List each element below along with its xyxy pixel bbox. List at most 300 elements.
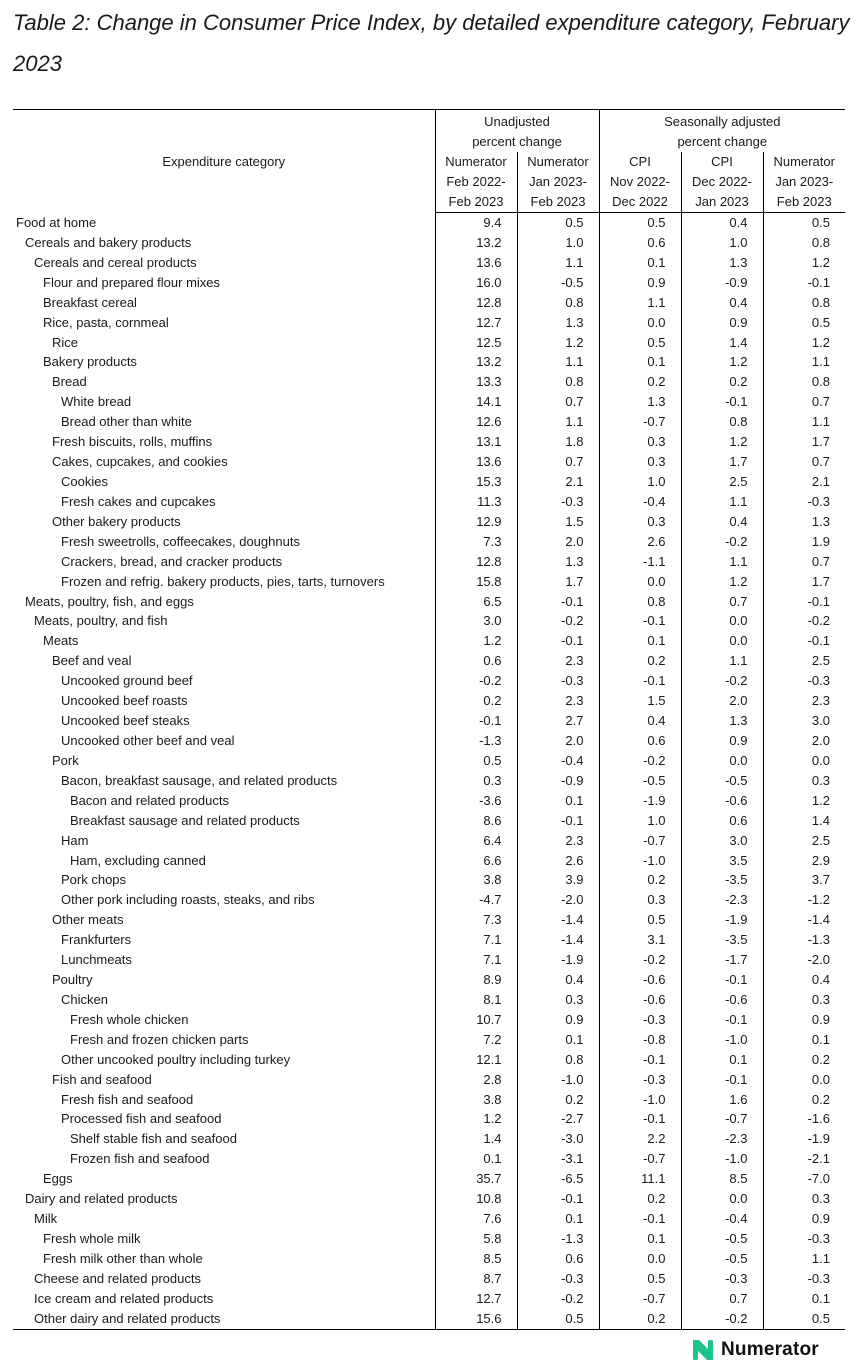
value-cell: 7.2 [435, 1030, 517, 1050]
category-label: Other pork including roasts, steaks, and ribs [61, 892, 315, 908]
value-cell: -0.3 [599, 1070, 681, 1090]
value-cell: 0.0 [599, 313, 681, 333]
table-row [13, 811, 845, 831]
value-cell: -1.2 [763, 890, 845, 910]
value-cell: 0.5 [599, 910, 681, 930]
category-label: Ham [61, 832, 89, 848]
value-cell: 1.0 [681, 233, 763, 253]
category-label: Cakes, cupcakes, and cookies [52, 454, 228, 470]
value-cell: 8.5 [435, 1249, 517, 1269]
value-cell: 0.5 [517, 1309, 599, 1329]
value-cell: 0.4 [763, 970, 845, 990]
value-cell: 0.8 [599, 592, 681, 612]
value-cell: -0.1 [599, 611, 681, 631]
category-label: Fresh milk other than whole [43, 1250, 203, 1266]
value-cell: -0.1 [599, 671, 681, 691]
value-cell: 0.2 [681, 372, 763, 392]
numerator-n-icon [692, 1339, 714, 1361]
value-cell: -7.0 [763, 1169, 845, 1189]
value-cell: 2.6 [599, 532, 681, 552]
period-end: Jan 2023 [695, 194, 749, 209]
table-row [13, 970, 845, 990]
value-cell: -0.5 [599, 771, 681, 791]
category-label: Food at home [16, 214, 97, 230]
category-label: Meats [43, 633, 79, 649]
value-cell: 0.6 [599, 233, 681, 253]
value-cell: 8.9 [435, 970, 517, 990]
table-row [13, 1050, 845, 1070]
value-cell: -4.7 [435, 890, 517, 910]
value-cell: -3.1 [517, 1149, 599, 1169]
value-cell: 0.8 [517, 372, 599, 392]
category-label: Breakfast cereal [43, 294, 137, 310]
value-cell: 1.0 [599, 811, 681, 831]
value-cell: 3.9 [517, 870, 599, 890]
value-cell: 9.4 [435, 213, 517, 233]
category-label: Poultry [52, 972, 93, 988]
value-cell: 1.2 [763, 253, 845, 273]
header-col-period [681, 172, 763, 213]
value-cell: 0.1 [517, 1209, 599, 1229]
value-cell: 1.7 [763, 572, 845, 592]
logo-text: Numerator [721, 1339, 819, 1360]
value-cell: 1.2 [681, 432, 763, 452]
table-row [13, 392, 845, 412]
header-col-label: CPI [681, 152, 763, 172]
category-label: Bakery products [43, 354, 137, 370]
category-label: Other bakery products [52, 513, 181, 529]
table-row [13, 1070, 845, 1090]
value-cell: -0.2 [681, 532, 763, 552]
value-cell: 0.0 [681, 631, 763, 651]
category-label: Other meats [52, 912, 124, 928]
value-cell: 0.6 [599, 731, 681, 751]
value-cell: 0.3 [599, 432, 681, 452]
value-cell: 7.1 [435, 950, 517, 970]
value-cell: -0.4 [599, 492, 681, 512]
category-label: Bread other than white [61, 414, 192, 430]
category-label: Milk [34, 1211, 58, 1227]
value-cell: 13.6 [435, 452, 517, 472]
category-label: Fresh whole milk [43, 1231, 141, 1247]
value-cell: -0.7 [599, 1149, 681, 1169]
value-cell: 12.9 [435, 512, 517, 532]
value-cell: -1.7 [681, 950, 763, 970]
period-start: Jan 2023- [775, 174, 834, 189]
value-cell: 3.0 [763, 711, 845, 731]
value-cell: -0.5 [517, 273, 599, 293]
value-cell: -1.0 [599, 1090, 681, 1110]
table-row [13, 532, 845, 552]
value-cell: 0.9 [681, 313, 763, 333]
value-cell: -1.3 [763, 930, 845, 950]
value-cell: 0.6 [681, 811, 763, 831]
table-row [13, 691, 845, 711]
table-row [13, 631, 845, 651]
value-cell: 0.6 [517, 1249, 599, 1269]
category-label: Rice [52, 334, 79, 350]
value-cell: 7.3 [435, 910, 517, 930]
value-cell: 0.3 [435, 771, 517, 791]
value-cell: -0.1 [517, 811, 599, 831]
table-row [13, 1169, 845, 1189]
value-cell: -0.1 [599, 1209, 681, 1229]
value-cell: 1.1 [517, 253, 599, 273]
value-cell: -0.3 [763, 492, 845, 512]
category-label: Ice cream and related products [34, 1290, 214, 1306]
value-cell: 0.7 [763, 452, 845, 472]
value-cell: -0.4 [681, 1209, 763, 1229]
value-cell: 8.5 [681, 1169, 763, 1189]
value-cell: -1.0 [681, 1149, 763, 1169]
table-row [13, 910, 845, 930]
value-cell: 0.4 [681, 293, 763, 313]
value-cell: 0.3 [599, 512, 681, 532]
value-cell: -1.9 [517, 950, 599, 970]
value-cell: -0.2 [517, 1289, 599, 1309]
value-cell: -2.0 [517, 890, 599, 910]
category-label: Cereals and cereal products [34, 254, 197, 270]
value-cell: 2.2 [599, 1129, 681, 1149]
table-row [13, 831, 845, 851]
value-cell: 0.5 [763, 313, 845, 333]
category-label: Meats, poultry, fish, and eggs [25, 593, 194, 609]
value-cell: 2.1 [517, 472, 599, 492]
value-cell: 0.5 [599, 1269, 681, 1289]
value-cell: -0.2 [599, 950, 681, 970]
category-label: Cookies [61, 473, 108, 489]
value-cell: 0.8 [681, 412, 763, 432]
table-row [13, 1309, 845, 1329]
header-group-line: percent change [472, 134, 562, 149]
value-cell: 15.8 [435, 572, 517, 592]
value-cell: 2.0 [681, 691, 763, 711]
value-cell: 3.8 [435, 870, 517, 890]
table-row [13, 890, 845, 910]
value-cell: 0.3 [763, 771, 845, 791]
value-cell: 3.1 [599, 930, 681, 950]
category-label: Cheese and related products [34, 1270, 201, 1286]
value-cell: 1.3 [517, 313, 599, 333]
table-header [13, 110, 845, 213]
value-cell: 2.6 [517, 851, 599, 871]
value-cell: 0.9 [681, 731, 763, 751]
category-label: Pork chops [61, 872, 127, 888]
value-cell: 0.5 [517, 213, 599, 233]
value-cell: 1.9 [763, 532, 845, 552]
value-cell: 1.1 [681, 552, 763, 572]
value-cell: -0.2 [763, 611, 845, 631]
value-cell: 2.1 [763, 472, 845, 492]
value-cell: 0.1 [599, 1229, 681, 1249]
value-cell: 0.4 [599, 711, 681, 731]
value-cell: -0.3 [763, 1269, 845, 1289]
value-cell: -2.3 [681, 1129, 763, 1149]
category-label: Shelf stable fish and seafood [70, 1131, 237, 1147]
table-row [13, 611, 845, 631]
value-cell: -0.3 [681, 1269, 763, 1289]
value-cell: 1.2 [681, 352, 763, 372]
value-cell: 0.3 [763, 1189, 845, 1209]
table-row [13, 552, 845, 572]
value-cell: -2.0 [763, 950, 845, 970]
header-category: Expenditure category [13, 110, 435, 213]
value-cell: -0.1 [681, 1070, 763, 1090]
value-cell: 0.0 [681, 751, 763, 771]
category-label: Fresh and frozen chicken parts [70, 1031, 249, 1047]
period-end: Feb 2023 [530, 194, 586, 209]
header-group-line: Seasonally adjusted [664, 114, 781, 129]
value-cell: 13.2 [435, 352, 517, 372]
table-row [13, 1129, 845, 1149]
period-end: Dec 2022 [612, 194, 668, 209]
category-label: Fish and seafood [52, 1071, 152, 1087]
table-row [13, 1249, 845, 1269]
table-row [13, 253, 845, 273]
value-cell: -0.2 [681, 1309, 763, 1329]
value-cell: 0.4 [681, 512, 763, 532]
value-cell: -0.9 [681, 273, 763, 293]
value-cell: 0.8 [763, 233, 845, 253]
period-end: Feb 2023 [448, 194, 504, 209]
value-cell: 1.1 [763, 1249, 845, 1269]
value-cell: 7.1 [435, 930, 517, 950]
header-group-unadjusted [435, 110, 599, 153]
value-cell: 2.3 [763, 691, 845, 711]
category-label: Fresh whole chicken [70, 1011, 189, 1027]
value-cell: 0.0 [763, 751, 845, 771]
value-cell: 0.9 [599, 273, 681, 293]
value-cell: -0.7 [681, 1109, 763, 1129]
value-cell: 0.2 [763, 1050, 845, 1070]
value-cell: 0.3 [763, 990, 845, 1010]
value-cell: 16.0 [435, 273, 517, 293]
category-label: Breakfast sausage and related products [70, 812, 300, 828]
table-row [13, 492, 845, 512]
value-cell: 0.7 [517, 392, 599, 412]
value-cell: 0.9 [763, 1209, 845, 1229]
table-row [13, 930, 845, 950]
value-cell: 2.8 [435, 1070, 517, 1090]
value-cell: 0.1 [517, 1030, 599, 1050]
period-start: Nov 2022- [610, 174, 670, 189]
value-cell: -0.5 [681, 1249, 763, 1269]
value-cell: 0.1 [599, 631, 681, 651]
cpi-table [13, 109, 845, 1330]
header-group-seasonal [599, 110, 845, 153]
value-cell: -0.1 [681, 970, 763, 990]
value-cell: 13.1 [435, 432, 517, 452]
value-cell: -0.1 [517, 1189, 599, 1209]
value-cell: -0.3 [599, 1010, 681, 1030]
category-label: Bacon and related products [70, 792, 229, 808]
value-cell: 0.7 [681, 1289, 763, 1309]
value-cell: 1.0 [517, 233, 599, 253]
value-cell: -1.9 [599, 791, 681, 811]
value-cell: 0.7 [681, 592, 763, 612]
table-row [13, 1109, 845, 1129]
value-cell: 0.2 [599, 1309, 681, 1329]
table-row [13, 950, 845, 970]
value-cell: 0.1 [517, 791, 599, 811]
value-cell: -0.4 [517, 751, 599, 771]
value-cell: 14.1 [435, 392, 517, 412]
value-cell: 0.5 [599, 333, 681, 353]
value-cell: 12.7 [435, 1289, 517, 1309]
value-cell: 12.1 [435, 1050, 517, 1070]
value-cell: -0.2 [599, 751, 681, 771]
category-label: Fresh fish and seafood [61, 1091, 194, 1107]
value-cell: -0.6 [599, 970, 681, 990]
value-cell: 1.2 [517, 333, 599, 353]
value-cell: -0.6 [681, 791, 763, 811]
value-cell: 0.3 [599, 452, 681, 472]
value-cell: 8.6 [435, 811, 517, 831]
value-cell: -0.2 [435, 671, 517, 691]
category-label: Frozen and refrig. bakery products, pies, tarts, turnovers [61, 573, 385, 589]
table-title: Table 2: Change in Consumer Price Index, by detailed expenditure category, February 2023 [13, 10, 850, 76]
value-cell: 1.1 [763, 412, 845, 432]
value-cell: -3.5 [681, 930, 763, 950]
value-cell: -0.1 [599, 1050, 681, 1070]
value-cell: 2.5 [763, 651, 845, 671]
value-cell: -1.3 [517, 1229, 599, 1249]
value-cell: -0.1 [763, 273, 845, 293]
value-cell: 1.4 [681, 333, 763, 353]
value-cell: 0.5 [763, 213, 845, 233]
value-cell: -3.0 [517, 1129, 599, 1149]
value-cell: -0.7 [599, 831, 681, 851]
value-cell: -0.3 [763, 671, 845, 691]
value-cell: 1.2 [763, 333, 845, 353]
value-cell: -3.6 [435, 791, 517, 811]
category-label: Lunchmeats [61, 952, 132, 968]
value-cell: 2.9 [763, 851, 845, 871]
value-cell: -0.1 [763, 631, 845, 651]
numerator-logo [692, 1338, 819, 1362]
value-cell: 0.1 [599, 253, 681, 273]
value-cell: 1.2 [681, 572, 763, 592]
value-cell: 1.7 [763, 432, 845, 452]
value-cell: 0.0 [599, 1249, 681, 1269]
table-row [13, 870, 845, 890]
table-row [13, 791, 845, 811]
value-cell: 6.4 [435, 831, 517, 851]
value-cell: -1.4 [517, 910, 599, 930]
value-cell: 0.2 [599, 372, 681, 392]
value-cell: 0.4 [681, 213, 763, 233]
value-cell: -1.0 [517, 1070, 599, 1090]
table-row [13, 771, 845, 791]
value-cell: 1.6 [681, 1090, 763, 1110]
value-cell: 0.5 [599, 213, 681, 233]
category-label: Frankfurters [61, 932, 132, 948]
value-cell: 13.3 [435, 372, 517, 392]
value-cell: 1.5 [599, 691, 681, 711]
value-cell: -0.5 [681, 771, 763, 791]
value-cell: 0.6 [435, 651, 517, 671]
value-cell: 1.2 [435, 1109, 517, 1129]
value-cell: -1.1 [599, 552, 681, 572]
value-cell: 0.8 [517, 1050, 599, 1070]
value-cell: 3.7 [763, 870, 845, 890]
value-cell: 1.5 [517, 512, 599, 532]
value-cell: 1.8 [517, 432, 599, 452]
value-cell: 0.9 [763, 1010, 845, 1030]
header-col-label: Numerator [435, 152, 517, 172]
value-cell: 1.0 [599, 472, 681, 492]
value-cell: 1.1 [517, 352, 599, 372]
value-cell: 12.7 [435, 313, 517, 333]
value-cell: 0.2 [763, 1090, 845, 1110]
value-cell: 10.7 [435, 1010, 517, 1030]
table-row [13, 313, 845, 333]
table-body [13, 213, 845, 1330]
table-row [13, 352, 845, 372]
value-cell: -0.9 [517, 771, 599, 791]
table-row [13, 432, 845, 452]
value-cell: 3.0 [435, 611, 517, 631]
value-cell: 2.3 [517, 651, 599, 671]
value-cell: 13.6 [435, 253, 517, 273]
value-cell: 1.1 [599, 293, 681, 313]
value-cell: -0.5 [681, 1229, 763, 1249]
value-cell: -0.6 [681, 990, 763, 1010]
category-label: Crackers, bread, and cracker products [61, 553, 283, 569]
value-cell: -0.2 [681, 671, 763, 691]
value-cell: 12.8 [435, 293, 517, 313]
value-cell: -1.6 [763, 1109, 845, 1129]
value-cell: 1.3 [599, 392, 681, 412]
value-cell: 1.1 [763, 352, 845, 372]
value-cell: -1.0 [681, 1030, 763, 1050]
value-cell: 0.7 [517, 452, 599, 472]
table-row [13, 1289, 845, 1309]
value-cell: -0.8 [599, 1030, 681, 1050]
value-cell: -0.7 [599, 412, 681, 432]
table-row [13, 1269, 845, 1289]
category-label: Beef and veal [52, 653, 132, 669]
category-label: Other uncooked poultry including turkey [61, 1051, 291, 1067]
table-row [13, 731, 845, 751]
value-cell: 10.8 [435, 1189, 517, 1209]
value-cell: 8.7 [435, 1269, 517, 1289]
value-cell: 2.5 [763, 831, 845, 851]
table-row [13, 651, 845, 671]
value-cell: 0.4 [517, 970, 599, 990]
category-label: Cereals and bakery products [25, 234, 192, 250]
table-row [13, 372, 845, 392]
value-cell: 0.1 [681, 1050, 763, 1070]
value-cell: 0.2 [599, 870, 681, 890]
value-cell: -0.6 [599, 990, 681, 1010]
category-label: Chicken [61, 991, 108, 1007]
table-row [13, 671, 845, 691]
value-cell: 8.1 [435, 990, 517, 1010]
value-cell: 3.0 [681, 831, 763, 851]
table-row [13, 273, 845, 293]
table-row [13, 1189, 845, 1209]
category-label: Other dairy and related products [13, 1309, 435, 1329]
value-cell: 7.3 [435, 532, 517, 552]
value-cell: 1.4 [435, 1129, 517, 1149]
value-cell: 2.0 [763, 731, 845, 751]
value-cell: -0.3 [517, 1269, 599, 1289]
value-cell: 0.1 [599, 352, 681, 372]
value-cell: 13.2 [435, 233, 517, 253]
category-label: White bread [61, 394, 132, 410]
value-cell: -0.3 [517, 492, 599, 512]
